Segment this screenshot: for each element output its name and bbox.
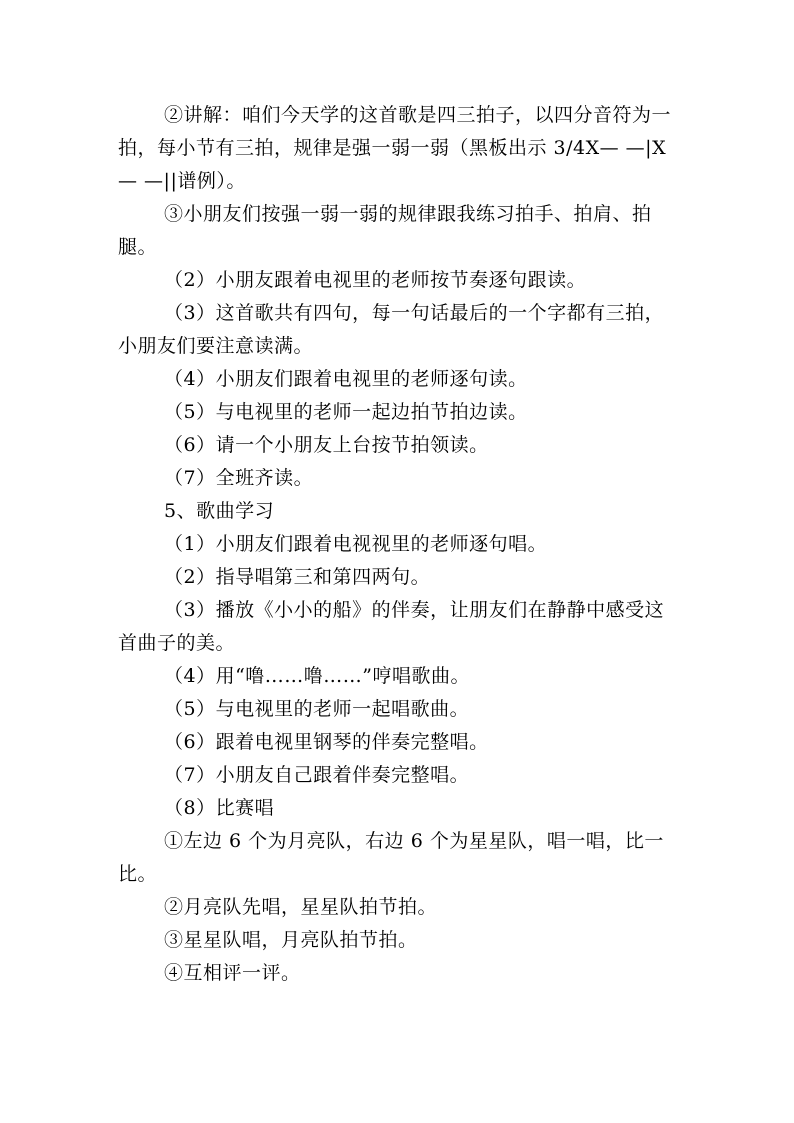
- section-heading-song-learning: 5、歌曲学习: [164, 500, 275, 522]
- paragraph-contest-teams: ①左边 6 个为月亮队，右边 6 个为星星队，唱一唱，比一比。: [118, 830, 664, 885]
- paragraph-explanation: ②讲解：咱们今天学的这首歌是四三拍子，以四分音符为一拍，每小节有三拍，规律是强一弱一弱（黑板出示 3/4X— —|X— —||谱例）。: [118, 104, 672, 192]
- paragraph-peer-review: ④互相评一评。: [164, 962, 301, 984]
- paragraph-step-4: （4）小朋友们跟着电视里的老师逐句读。: [164, 368, 528, 390]
- paragraph-song-step-2: （2）指导唱第三和第四两句。: [164, 566, 431, 588]
- paragraph-song-step-1: （1）小朋友们跟着电视视里的老师逐句唱。: [164, 533, 548, 555]
- paragraph-step-5: （5）与电视里的老师一起边拍节拍边读。: [164, 401, 528, 423]
- paragraph-moon-team-sings: ②月亮队先唱，星星队拍节拍。: [164, 896, 438, 918]
- paragraph-step-3: （3）这首歌共有四句，每一句话最后的一个字都有三拍，小朋友们要注意读满。: [118, 302, 665, 357]
- paragraph-song-step-7: （7）小朋友自己跟着伴奏完整唱。: [164, 764, 470, 786]
- paragraph-step-6: （6）请一个小朋友上台按节拍领读。: [164, 434, 489, 456]
- document-body: [118, 99, 683, 990]
- paragraph-song-step-5: （5）与电视里的老师一起唱歌曲。: [164, 698, 470, 720]
- paragraph-step-2: （2）小朋友跟着电视里的老师按节奏逐句跟读。: [164, 269, 587, 291]
- paragraph-song-step-3: （3）播放《小小的船》的伴奏，让朋友们在静静中感受这首曲子的美。: [118, 599, 665, 654]
- paragraph-song-step-8: （8）比赛唱: [164, 797, 275, 819]
- paragraph-song-step-4: （4）用“噜……噜……”哼唱歌曲。: [164, 665, 471, 687]
- paragraph-song-step-6: （6）跟着电视里钢琴的伴奏完整唱。: [164, 731, 489, 753]
- paragraph-star-team-sings: ③星星队唱，月亮队拍节拍。: [164, 929, 418, 951]
- paragraph-clap-practice: ③小朋友们按强一弱一弱的规律跟我练习拍手、拍肩、拍腿。: [118, 203, 652, 258]
- paragraph-step-7: （7）全班齐读。: [164, 467, 314, 489]
